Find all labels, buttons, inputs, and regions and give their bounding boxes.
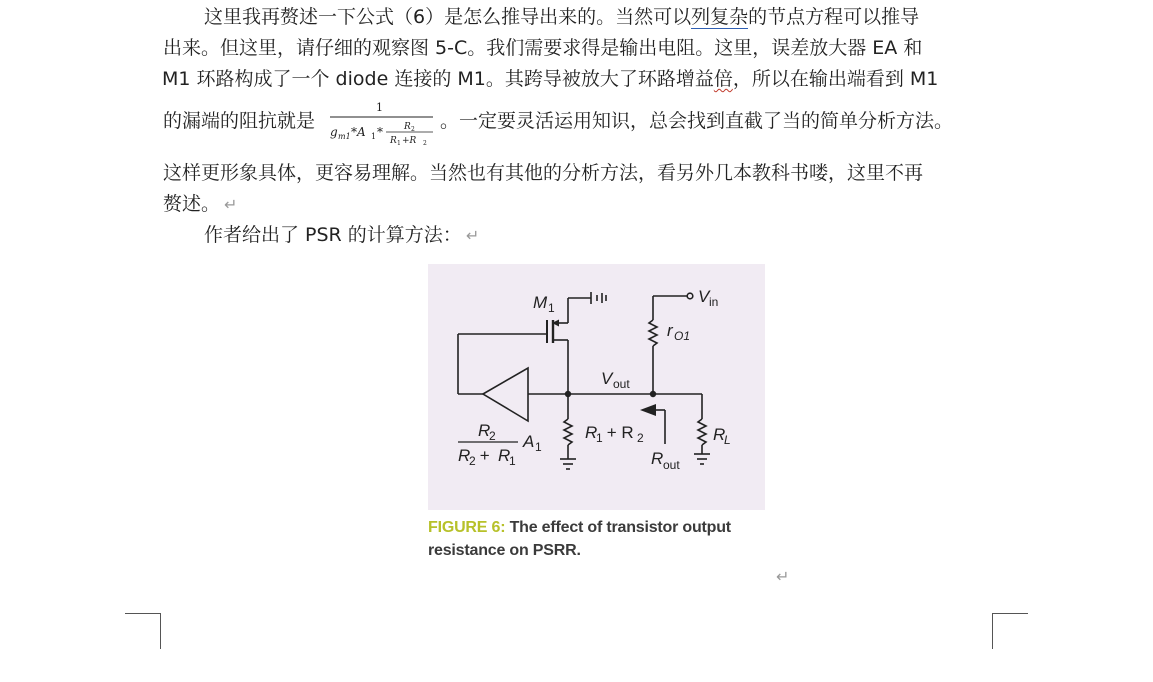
label-r1r2-sub2: 2 xyxy=(637,431,644,445)
formula-inner-num: R xyxy=(404,122,411,132)
paragraph-1-line-4-pre: 的漏端的阻抗就是 xyxy=(163,110,316,132)
figure-label: FIGURE 6: xyxy=(428,519,506,536)
page-corner-right xyxy=(992,613,1028,649)
label-ro1: r xyxy=(667,321,673,340)
line-3-misspelled: 倍 xyxy=(713,68,733,90)
node-dot-vout xyxy=(650,391,656,397)
rout-arrowhead xyxy=(640,404,656,416)
label-ro1-sub: O1 xyxy=(674,329,691,343)
caption-text-1: The effect of transistor output xyxy=(505,519,731,536)
label-r1-den-sub: 1 xyxy=(509,454,516,468)
label-vout-sub: out xyxy=(613,377,630,391)
label-rout-sub: out xyxy=(663,458,680,472)
rl-resistor xyxy=(698,419,706,445)
figure-caption xyxy=(428,516,768,562)
divider-resistor xyxy=(564,419,572,445)
label-a1: A xyxy=(523,432,535,451)
label-r1-den: R xyxy=(498,446,511,465)
paragraph-1-line-1 xyxy=(204,2,919,29)
formula-inner-den-sub1: 1 xyxy=(397,140,401,147)
label-r2-den-sub: 2 xyxy=(469,454,476,468)
formula-a-sub: 1 xyxy=(371,132,377,141)
label-r1r2-plus: + R xyxy=(602,423,634,442)
paragraph-1-line-3 xyxy=(162,64,938,91)
formula-svg xyxy=(328,98,436,150)
paragraph-1-line-2: 出来。但这里，请仔细的观察图 5-C。我们需要求得是输出电阻。这里，误差放大器 EA 和 xyxy=(163,37,923,59)
label-vin: V xyxy=(698,287,710,306)
paragraph-1-line-6 xyxy=(163,189,237,216)
line-1-underlined: 列复杂 xyxy=(691,6,749,28)
label-plus: + xyxy=(475,446,495,465)
ro1-resistor xyxy=(649,320,657,346)
page-corner-left xyxy=(125,613,161,649)
paragraph-1-line-4-post: 。一定要灵活运用知识，总会找到直截了当的简单分析方法。 xyxy=(440,110,954,132)
paragraph-2 xyxy=(204,220,479,247)
label-vin-sub: in xyxy=(709,295,719,309)
node-dot-divider xyxy=(565,391,571,397)
formula-inner-plus: +R xyxy=(402,136,417,146)
circuit-figure xyxy=(428,264,765,510)
label-rl-sub: L xyxy=(724,433,731,447)
formula-inner-num-sub: 2 xyxy=(411,126,415,133)
formula-g: g xyxy=(330,125,338,139)
label-m1: M xyxy=(533,293,548,312)
label-rl: R xyxy=(713,425,726,444)
impedance-formula xyxy=(328,98,436,150)
circuit-diagram xyxy=(428,264,765,510)
label-vout: V xyxy=(601,369,613,388)
line-3-text-b: ，所以在输出端看到 M1 xyxy=(732,68,939,90)
figure-paragraph-mark: ↵ xyxy=(776,567,790,586)
label-r1r2-sub1: 1 xyxy=(596,431,603,445)
label-m1-sub: 1 xyxy=(548,301,555,315)
line-1-text-b: 的节点方程可以推导 xyxy=(748,6,920,28)
label-r2-den: R xyxy=(458,446,471,465)
line-6-text: 赘述。 xyxy=(163,193,221,215)
formula-g-sub: m1 xyxy=(338,132,351,141)
line-3-text-a: M1 环路构成了一个 diode 连接的 M1。其跨导被放大了环路增益 xyxy=(162,68,714,90)
formula-star: * xyxy=(377,125,383,139)
vin-terminal xyxy=(687,293,693,299)
label-r2-num-sub: 2 xyxy=(489,429,496,443)
formula-a: *A xyxy=(351,125,366,139)
label-a1-sub: 1 xyxy=(535,440,542,454)
label-r2-num: R xyxy=(478,421,491,440)
error-amplifier xyxy=(483,368,528,421)
line-1-text-a: 这里我再赘述一下公式（6）是怎么推导出来的。当然可以 xyxy=(204,6,692,28)
label-rout: R xyxy=(651,449,664,468)
formula-numerator: 1 xyxy=(376,101,383,114)
label-r1r2: R xyxy=(585,423,598,442)
formula-inner-den: R xyxy=(390,136,397,146)
caption-text-2: resistance on PSRR. xyxy=(428,542,581,559)
paragraph-mark: ↵ xyxy=(224,195,238,214)
paragraph-2-text: 作者给出了 PSR 的计算方法： xyxy=(204,224,462,246)
formula-inner-den-sub2: 2 xyxy=(423,140,427,147)
paragraph-mark: ↵ xyxy=(465,226,480,245)
paragraph-1-line-5: 这样更形象具体，更容易理解。当然也有其他的分析方法，看另外几本教科书喽，这里不再 xyxy=(163,162,924,184)
